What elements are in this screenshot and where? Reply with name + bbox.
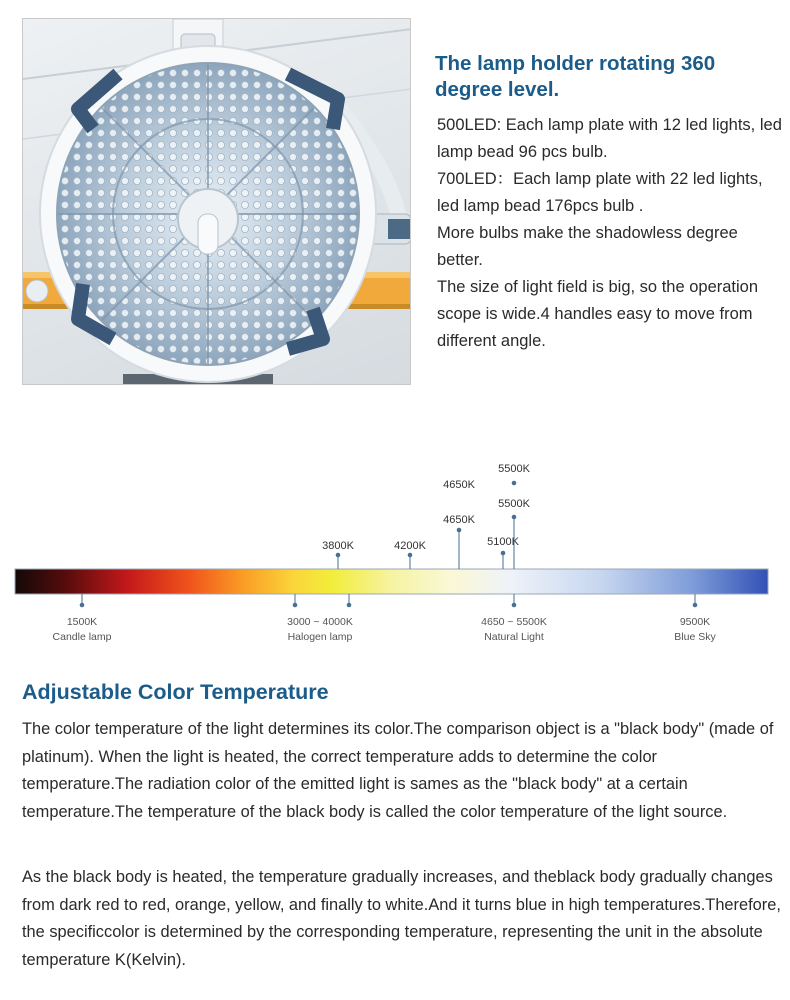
feature-headline: The lamp holder rotating 360 degree level. bbox=[435, 52, 716, 101]
paragraph-1: The color temperature of the light determines its color.The comparison object is a "black body" (made of platinum). When the light is heated, the correct temperature adds to determine the color temperature.The radiation color of the emitted light is sames as the "black body" at a certain temperature.The temperature of the black body is called the color temperature of the light source. bbox=[22, 720, 774, 821]
marker-dot bbox=[408, 553, 413, 558]
bottom-value-natural: 4650 ~ 5500K bbox=[481, 616, 547, 628]
marker-label-5500k: 5500K bbox=[498, 498, 530, 510]
section-title: Adjustable Color Temperature bbox=[22, 680, 329, 704]
marker-dot bbox=[457, 528, 462, 533]
bottom-name-natural: Natural Light bbox=[484, 631, 544, 643]
bottom-name-halogen: Halogen lamp bbox=[287, 631, 353, 643]
spectrum-bar bbox=[15, 569, 768, 594]
marker-label-3800k: 3800K bbox=[322, 540, 354, 552]
marker-dot bbox=[512, 515, 517, 520]
marker-label-5500k-upper: 5500K bbox=[498, 463, 530, 475]
marker-label-4650k: 4650K bbox=[443, 514, 475, 526]
top-markers bbox=[322, 463, 530, 569]
marker-dot bbox=[347, 603, 352, 608]
marker-dot bbox=[501, 551, 506, 556]
bottom-value-halogen: 3000 ~ 4000K bbox=[287, 616, 353, 628]
description-line: The size of light field is big, so the operation scope is wide.4 handles easy to move from different angle. bbox=[437, 278, 759, 350]
marker-dot bbox=[693, 603, 698, 608]
bottom-value-1500k: 1500K bbox=[66, 616, 98, 628]
description-line: 500LED: Each lamp plate with 12 led lights, led lamp bead 96 pcs bulb. bbox=[437, 116, 782, 161]
color-temperature-scale bbox=[0, 455, 790, 655]
product-photo bbox=[22, 18, 411, 385]
bottom-value-9500k: 9500K bbox=[679, 616, 711, 628]
color-temperature-diagram bbox=[0, 455, 790, 655]
marker-label-4200k: 4200K bbox=[394, 540, 426, 552]
description-line: More bulbs make the shadowless degree better. bbox=[437, 224, 738, 269]
surgical-lamp-image bbox=[23, 19, 411, 385]
feature-description bbox=[437, 112, 782, 355]
marker-dot bbox=[512, 481, 517, 486]
bottom-markers bbox=[53, 594, 717, 643]
marker-dot bbox=[336, 553, 341, 558]
description-line: 700LED：Each lamp plate with 22 led lights, led lamp bead 176pcs bulb . bbox=[437, 170, 763, 215]
bottom-name-candle: Candle lamp bbox=[52, 631, 112, 643]
marker-dot bbox=[293, 603, 298, 608]
marker-dot bbox=[80, 603, 85, 608]
bottom-name-bluesky: Blue Sky bbox=[674, 631, 716, 643]
marker-dot bbox=[512, 603, 517, 608]
paragraph-2: As the black body is heated, the temperature gradually increases, and theblack body gradually changes from dark red to red, orange, yellow, and finally to white.And it turns blue in high temperatures.Therefore, the specificcolor is determined by the corresponding temperature, representing the unit in the absolute temperature K(Kelvin). bbox=[22, 868, 781, 969]
marker-label-4650k-upper: 4650K bbox=[443, 479, 475, 491]
marker-label-5100k: 5100K bbox=[487, 536, 519, 548]
